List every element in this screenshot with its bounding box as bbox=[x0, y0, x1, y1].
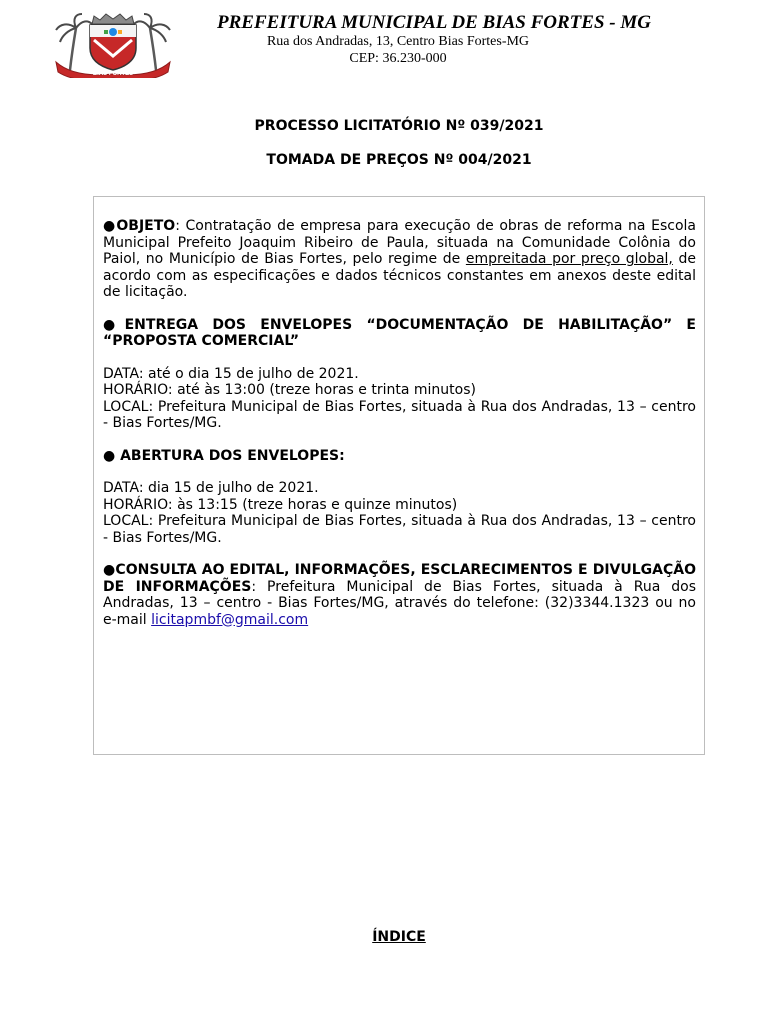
index-heading: ÍNDICE bbox=[372, 929, 426, 945]
svg-text:BIAS FORTES: BIAS FORTES bbox=[92, 71, 134, 77]
entrega-data: DATA: até o dia 15 de julho de 2021. bbox=[103, 365, 359, 382]
tomada-heading: TOMADA DE PREÇOS Nº 004/2021 bbox=[266, 152, 532, 168]
objeto-text: : Contratação de empresa para execução de obras de reforma na Escola Municipal Prefeito Joaquim Ribeiro de Paula, situada na Comunidade Colônia do Paiol, no Município de Bias Fortes, pelo regime de bbox=[103, 218, 696, 267]
bullet-icon: ● bbox=[103, 218, 117, 234]
consulta-label: ●CONSULTA AO EDITAL, INFORMAÇÕES, ESCLARECIMENTOS E DIVULGAÇÃO DE INFORMAÇÕES bbox=[103, 562, 696, 595]
abertura-heading: ● ABERTURA DOS ENVELOPES: bbox=[103, 447, 345, 464]
entrega-local: LOCAL: Prefeitura Municipal de Bias Fortes, situada à Rua dos Andradas, 13 – centro - Bias Fortes/MG. bbox=[103, 398, 696, 431]
abertura-data: DATA: dia 15 de julho de 2021. bbox=[103, 480, 319, 496]
entrega-horario: HORÁRIO: até às 13:00 (treze horas e trinta minutos) bbox=[103, 382, 476, 398]
abertura-local: LOCAL: Prefeitura Municipal de Bias Fortes, situada à Rua dos Andradas, 13 – centro - Bias Fortes/MG. bbox=[103, 513, 696, 546]
objeto-text-end: de acordo com as especificações e dados técnicos constantes em anexos deste edital de licitação. bbox=[103, 251, 696, 300]
municipality-cep: CEP: 36.230-000 bbox=[349, 51, 447, 66]
municipal-coat-of-arms-logo bbox=[54, 12, 172, 78]
municipality-title: PREFEITURA MUNICIPAL DE BIAS FORTES - MG bbox=[217, 12, 651, 33]
consulta-text: : Prefeitura Municipal de Bias Fortes, situada à Rua dos Andradas, 13 – centro - Bias Fortes/MG, através do telefone: (32)3344.1323 ou no e-mail bbox=[103, 578, 696, 628]
objeto-paragraph bbox=[103, 218, 696, 301]
notice-content bbox=[103, 218, 696, 628]
objeto-regime: empreitada por preço global, bbox=[465, 251, 673, 267]
email-link[interactable]: licitapmbf@gmail.com bbox=[151, 611, 309, 628]
municipality-address: Rua dos Andradas, 13, Centro Bias Fortes-MG bbox=[266, 34, 530, 49]
processo-heading: PROCESSO LICITATÓRIO Nº 039/2021 bbox=[254, 118, 544, 134]
objeto-label: OBJETO bbox=[116, 218, 176, 234]
entrega-heading: ●ENTREGA DOS ENVELOPES “DOCUMENTAÇÃO DE HABILITAÇÃO” E “PROPOSTA COMERCIAL” bbox=[103, 316, 696, 349]
abertura-horario: HORÁRIO: às 13:15 (treze horas e quinze minutos) bbox=[103, 496, 458, 513]
consulta-paragraph bbox=[103, 562, 696, 628]
